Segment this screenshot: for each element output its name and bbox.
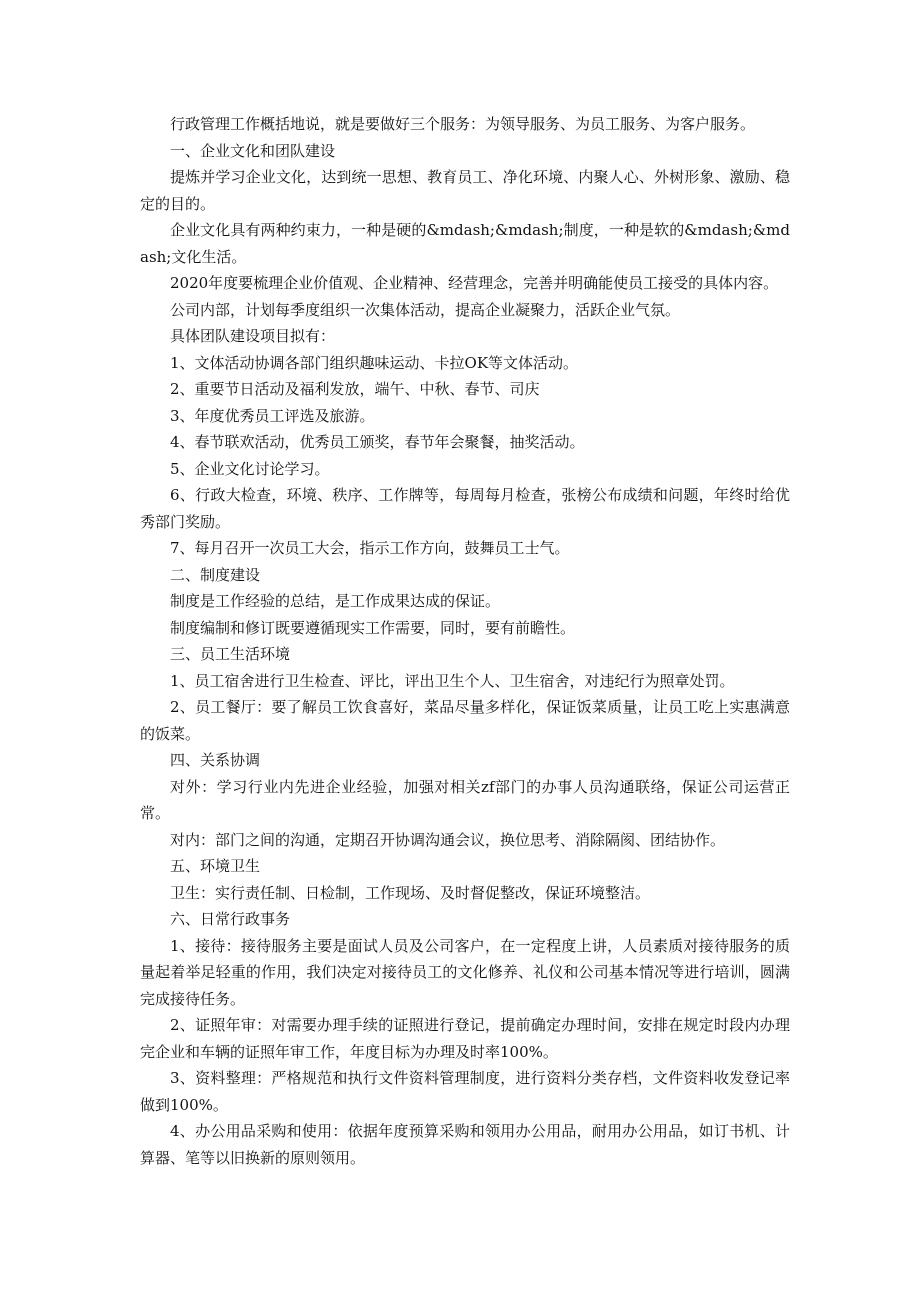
- section-heading: 六、日常行政事务: [170, 910, 291, 928]
- paragraph: 对外：学习行业内先进企业经验，加强对相关zf部门的办事人员沟通联络，保证公司运营正常。: [140, 777, 790, 822]
- paragraph: 具体团队建设项目拟有：: [170, 327, 336, 345]
- section-heading: 二、制度建设: [170, 565, 261, 584]
- section-heading: 一、企业文化和团队建设: [170, 141, 336, 160]
- list-item: 4、办公用品采购和使用：依据年度预算采购和领用办公用品，耐用办公用品，如订书机、计算器、笔等以旧换新的原则领用。: [140, 1122, 790, 1167]
- paragraph: 卫生：实行责任制、日检制，工作现场、及时督促整改，保证环境整洁。: [170, 883, 651, 902]
- list-item: 2、证照年审：对需要办理手续的证照进行登记，提前确定办理时间，安排在规定时段内办理完企业和车辆的证照年审工作，年度目标为办理及时率100%。: [140, 1016, 790, 1061]
- list-item: 1、员工宿舍进行卫生检查、评比，评出卫生个人、卫生宿舍，对违纪行为照章处罚。: [170, 671, 735, 690]
- section-heading: 四、关系协调: [170, 751, 261, 769]
- list-item: 4、春节联欢活动，优秀员工颁奖，春节年会聚餐，抽奖活动。: [170, 433, 585, 451]
- list-item: 3、资料整理：严格规范和执行文件资料管理制度，进行资料分类存档，文件资料收发登记率做到100%。: [140, 1069, 790, 1114]
- paragraph: 制度是工作经验的总结，是工作成果达成的保证。: [170, 592, 501, 610]
- list-item: 7、每月召开一次员工大会，指示工作方向，鼓舞员工士气。: [170, 539, 570, 557]
- paragraph: 企业文化具有两种约束力，一种是硬的&mdash;&mdash;制度，一种是软的&mdash;&mdash;文化生活。: [140, 221, 790, 266]
- document-body: [140, 111, 790, 1171]
- paragraph: 公司内部，计划每季度组织一次集体活动，提高企业凝聚力，活跃企业气氛。: [170, 300, 681, 319]
- list-item: 3、年度优秀员工评选及旅游。: [170, 406, 375, 425]
- paragraph: 对内：部门之间的沟通，定期召开协调沟通会议，换位思考、消除隔阂、团结协作。: [170, 830, 726, 849]
- section-heading: 五、环境卫生: [170, 857, 261, 875]
- section-heading: 三、员工生活环境: [170, 645, 291, 663]
- list-item: 2、重要节日活动及福利发放，端午、中秋、春节、司庆: [170, 380, 540, 398]
- paragraph: 提炼并学习企业文化，达到统一思想、教育员工、净化环境、内聚人心、外树形象、激励、稳定的目的。: [140, 168, 790, 213]
- list-item: 5、企业文化讨论学习。: [170, 459, 330, 478]
- list-item: 6、行政大检查，环境、秩序、工作牌等，每周每月检查，张榜公布成绩和问题，年终时给优秀部门奖励。: [140, 486, 790, 531]
- list-item: 2、员工餐厅：要了解员工饮食喜好，菜品尽量多样化，保证饭菜质量，让员工吃上实惠满意的饭菜。: [140, 698, 790, 743]
- list-item: 1、接待：接待服务主要是面试人员及公司客户，在一定程度上讲，人员素质对接待服务的质量起着举足轻重的作用，我们决定对接待员工的文化修养、礼仪和公司基本情况等进行培训，圆满完成接待任务。: [140, 936, 790, 1008]
- paragraph: 2020年度要梳理企业价值观、企业精神、经营理念，完善并明确能使员工接受的具体内容。: [170, 274, 779, 292]
- paragraph: 制度编制和修订既要遵循现实工作需要，同时，要有前瞻性。: [170, 618, 576, 637]
- list-item: 1、文体活动协调各部门组织趣味运动、卡拉OK等文体活动。: [170, 353, 579, 372]
- intro-paragraph: 行政管理工作概括地说，就是要做好三个服务：为领导服务、为员工服务、为客户服务。: [170, 115, 756, 133]
